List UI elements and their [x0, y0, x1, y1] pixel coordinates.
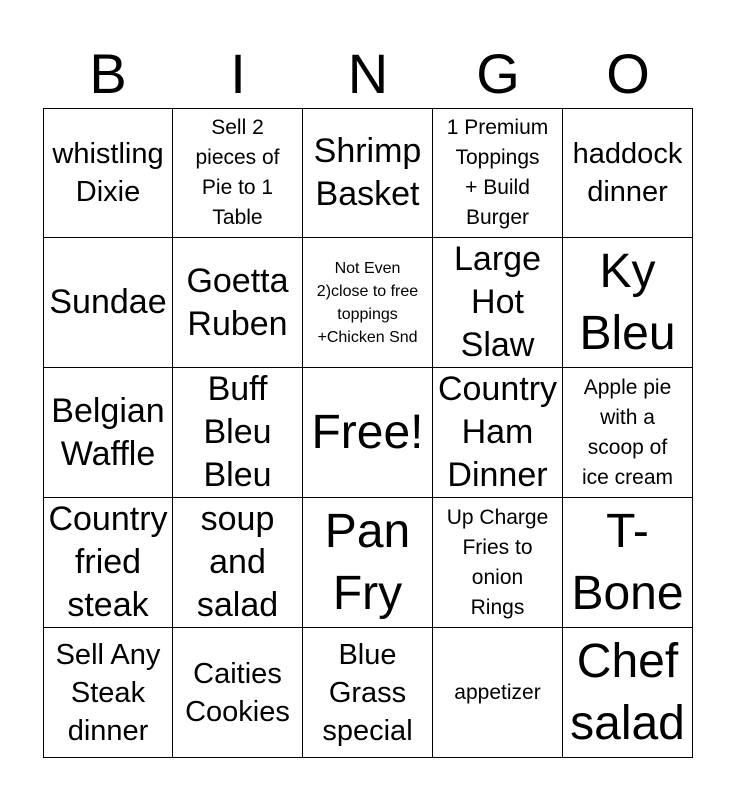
cell-text: Country fried steak — [48, 500, 168, 624]
bingo-cell[interactable] — [43, 368, 173, 498]
cell-text: Sell 2 pieces of Pie to 1 Table — [195, 116, 280, 229]
bingo-cell[interactable] — [303, 238, 433, 368]
cell-text: Large Hot Slaw — [454, 240, 541, 364]
bingo-cell[interactable] — [43, 238, 173, 368]
header-letter-o: O — [606, 42, 650, 105]
bingo-cell[interactable] — [563, 238, 693, 368]
bingo-cell[interactable] — [433, 108, 563, 238]
cell-text: Goetta Ruben — [186, 261, 289, 343]
bingo-cell[interactable] — [173, 238, 303, 368]
bingo-cell[interactable] — [433, 368, 563, 498]
cell-text: Apple pie with a scoop of ice cream — [581, 375, 674, 489]
cell-text: Up Charge Fries to onion Rings — [446, 505, 549, 619]
cell-text: appetizer — [454, 680, 541, 704]
cell-text: Country Ham Dinner — [437, 370, 558, 494]
bingo-cell[interactable] — [563, 368, 693, 498]
cell-text: Caities Cookies — [185, 657, 290, 728]
cell-text: 1 Premium Toppings + Build Burger — [446, 116, 549, 229]
cell-text: Chef salad — [570, 634, 685, 750]
cell-text: Belgian Waffle — [51, 391, 165, 473]
bingo-cell[interactable] — [433, 238, 563, 368]
header-letter-i: I — [230, 42, 246, 105]
bingo-board — [43, 108, 693, 758]
cell-text: whistling Dixie — [52, 138, 164, 208]
cell-text: Shrimp Basket — [313, 132, 422, 213]
bingo-cell[interactable] — [43, 108, 173, 238]
free-space-text: Free! — [311, 405, 424, 459]
cell-text: soup and salad — [196, 500, 279, 624]
bingo-cell[interactable] — [303, 498, 433, 628]
cell-text: haddock dinner — [572, 138, 683, 208]
cell-text: Ky Bleu — [579, 244, 676, 360]
bingo-cell[interactable] — [563, 108, 693, 238]
header-letter-g: G — [476, 42, 520, 105]
cell-text: Sell Any Steak dinner — [55, 638, 161, 747]
cell-text: T- Bone — [571, 504, 684, 620]
bingo-cell[interactable] — [43, 498, 173, 628]
bingo-cell[interactable] — [173, 368, 303, 498]
bingo-cell[interactable] — [303, 628, 433, 758]
header-letter-b: B — [89, 42, 127, 105]
bingo-cell[interactable] — [173, 628, 303, 758]
bingo-cell[interactable] — [563, 498, 693, 628]
bingo-cell-free[interactable] — [303, 368, 433, 498]
cell-text: Pan Fry — [324, 504, 411, 620]
bingo-cell[interactable] — [433, 498, 563, 628]
bingo-cell[interactable] — [43, 628, 173, 758]
bingo-header — [43, 40, 693, 108]
cell-text: Sundae — [49, 283, 167, 321]
bingo-cell[interactable] — [303, 108, 433, 238]
header-letter-n: N — [347, 42, 389, 105]
bingo-cell[interactable] — [563, 628, 693, 758]
cell-text: Not Even 2)close to free toppings +Chicken Snd — [316, 259, 419, 346]
cell-text: Blue Grass special — [322, 638, 413, 747]
bingo-cell[interactable] — [173, 498, 303, 628]
bingo-cell[interactable] — [433, 628, 563, 758]
bingo-cell[interactable] — [173, 108, 303, 238]
cell-text: Buff Bleu Bleu — [203, 370, 272, 494]
